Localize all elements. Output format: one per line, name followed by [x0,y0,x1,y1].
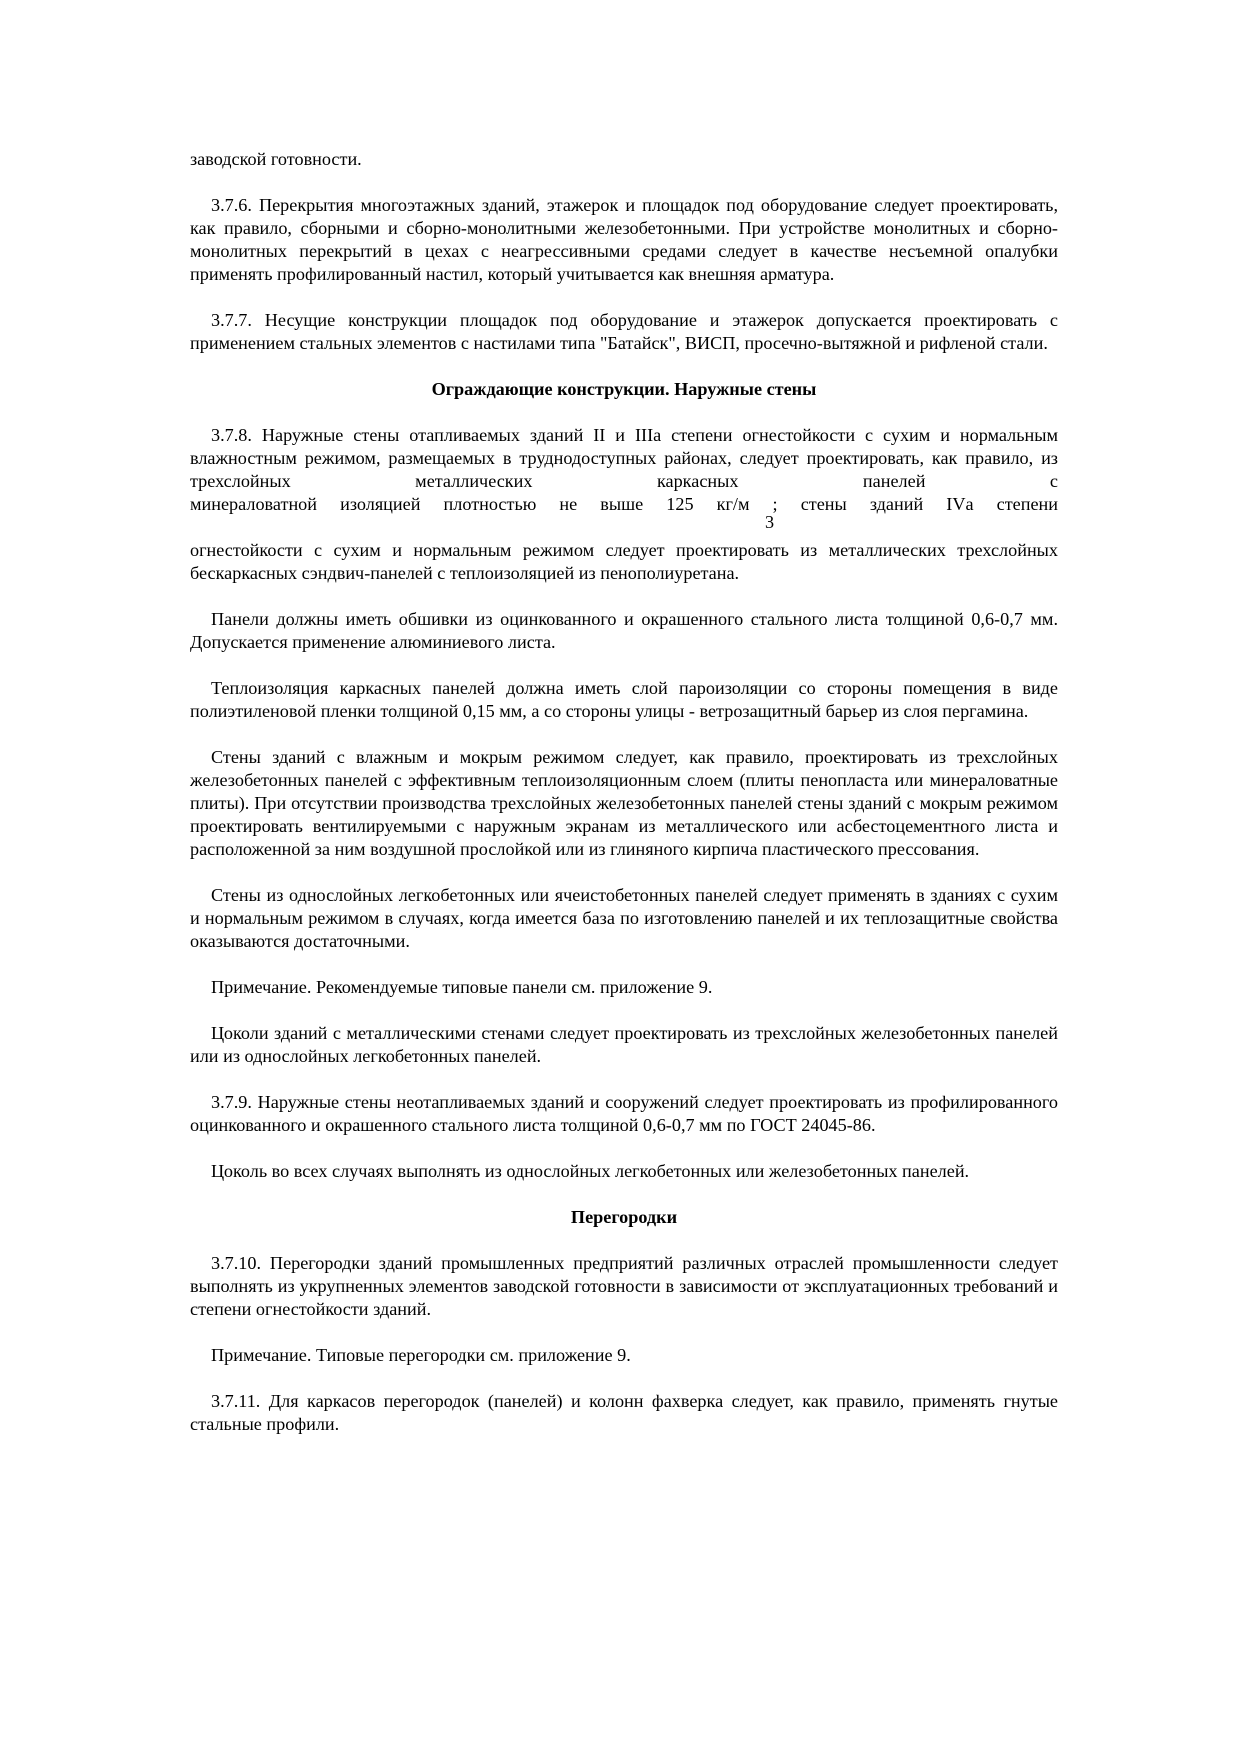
paragraph-3-7-9: 3.7.9. Наружные стены неотапливаемых зданий и сооружений следует проектировать из профилированного оцинкованного и окрашенного стального листа толщиной 0,6-0,7 мм по ГОСТ 24045-86. [190,1092,1058,1135]
paragraph-3-7-8-part-1: 3.7.8. Наружные стены отапливаемых зданий II и IIIа степени огнестойкости с сухим и нормальным влажностным режимом, размещаемых в труднодоступных районах, следует проектировать, как правило, из трехслойных металлических каркасных панелей с [190,425,1058,491]
paragraph-3-7-6: 3.7.6. Перекрытия многоэтажных зданий, этажерок и площадок под оборудование следует проектировать, как правило, сборными и сборно-монолитными железобетонными. При устройстве монолитных и сборно-монолитных перекрытий в цехах с неагрессивными средами следует в качестве несъемной опалубки применять профилированный настил, который учитывается как внешняя арматура. [190,195,1058,284]
paragraph-3-7-11: 3.7.11. Для каркасов перегородок (панелей) и колонн фахверка следует, как правило, применять гнутые стальные профили. [190,1391,1058,1434]
paragraph-3-7-8-part-2: минераловатной изоляцией плотностью не выше 125 кг/м ; стены зданий IVа степени [190,494,1058,514]
paragraph-single-layer: Стены из однослойных легкобетонных или ячеистобетонных панелей следует применять в зданиях с сухим и нормальным режимом в случаях, когда имеется база по изготовлению панелей и их теплозащитные свойства оказываются достаточными. [190,885,1058,951]
paragraph-3-7-10: 3.7.10. Перегородки зданий промышленных предприятий различных отраслей промышленности следует выполнять из укрупненных элементов заводской готовности в зависимости от эксплуатационных требований и степени огнестойкости зданий. [190,1253,1058,1319]
note-panels: Примечание. Рекомендуемые типовые панели см. приложение 9. [211,977,713,997]
section-heading-partitions: Перегородки [570,1207,678,1227]
paragraph-plinth: Цоколи зданий с металлическими стенами следует проектировать из трехслойных железобетонных панелей или из однослойных легкобетонных панелей. [190,1023,1058,1066]
paragraph-3-7-8-part-3: огнестойкости с сухим и нормальным режимом следует проектировать из металлических трехслойных бескаркасных сэндвич-панелей с теплоизоляцией из пенополиуретана. [190,540,1058,583]
paragraph-insulation: Теплоизоляция каркасных панелей должна иметь слой пароизоляции со стороны помещения в виде полиэтиленовой пленки толщиной 0,15 мм, а со стороны улицы - ветрозащитный барьер из слоя пергамина. [190,678,1058,721]
paragraph-wet-walls: Стены зданий с влажным и мокрым режимом следует, как правило, проектировать из трехслойных железобетонных панелей с эффективным теплоизоляционным слоем (плиты пенопласта или минераловатные плиты). При отсутствии производства трехслойных железобетонных панелей стены зданий с мокрым режимом проектировать вентилируемыми с наружным экранам из металлического или асбестоцементного листа и расположенной за ним воздушной прослойкой или из глиняного кирпича пластического прессования. [190,747,1058,859]
paragraph-3-7-7: 3.7.7. Несущие конструкции площадок под оборудование и этажерок допускается проектировать с применением стальных элементов с настилами типа "Батайск", ВИСП, просечно-вытяжной и рифленой стали. [190,310,1058,353]
paragraph-continuation: заводской готовности. [190,149,362,169]
superscript-line [190,512,1058,532]
document-page [190,148,1058,1459]
cubic-exponent: 3 [765,512,775,532]
note-partitions: Примечание. Типовые перегородки см. приложение 9. [211,1345,631,1365]
paragraph-3-7-8 [190,424,1058,585]
paragraph-panels: Панели должны иметь обшивки из оцинкованного и окрашенного стального листа толщиной 0,6-0,7 мм. Допускается применение алюминиевого листа. [190,609,1058,652]
section-heading-external-walls: Ограждающие конструкции. Наружные стены [431,379,817,399]
paragraph-plinth-2: Цоколь во всех случаях выполнять из однослойных легкобетонных или железобетонных панелей. [211,1161,970,1181]
